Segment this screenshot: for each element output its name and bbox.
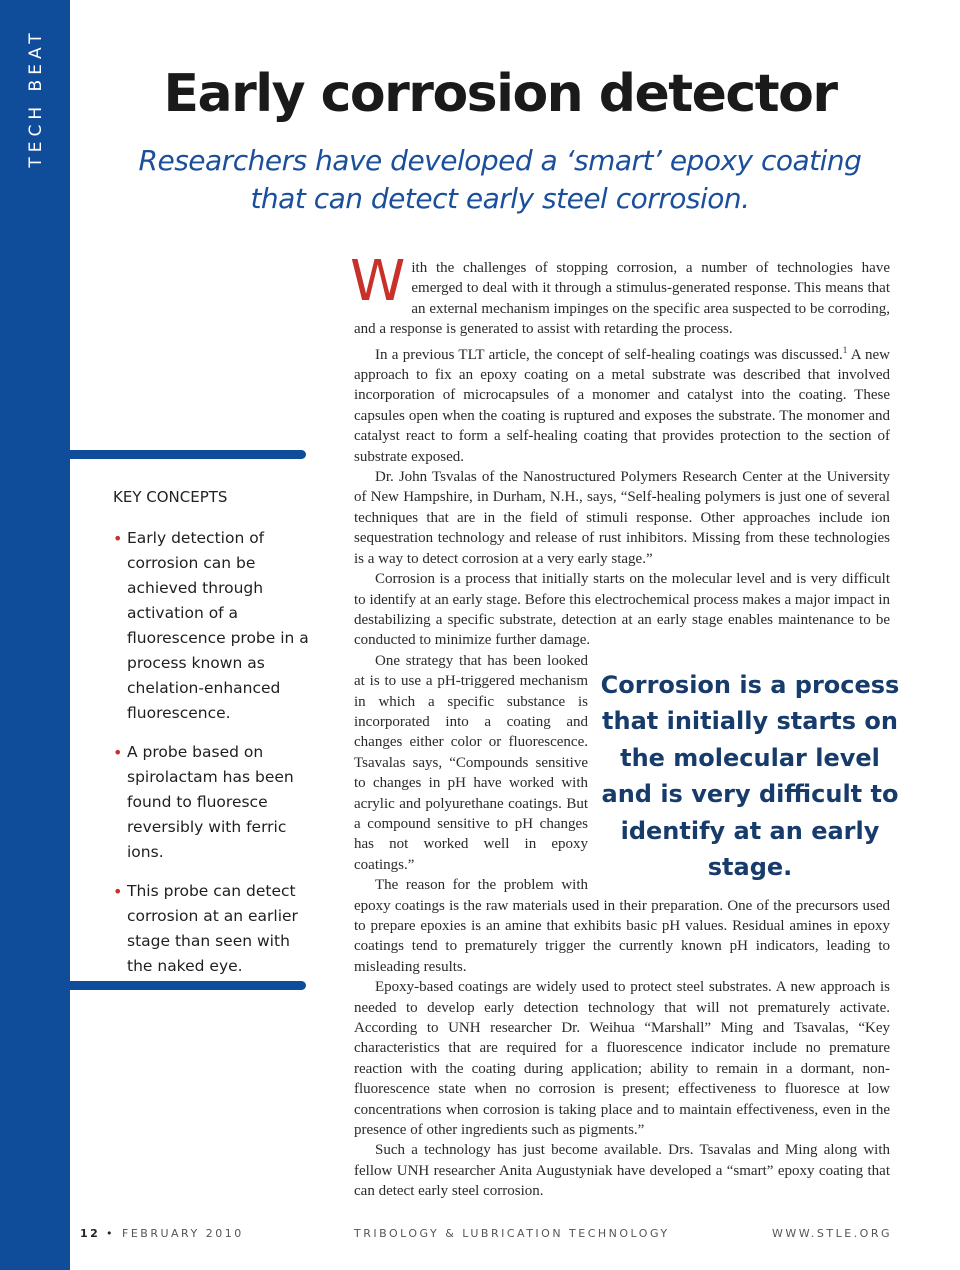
pull-quote: Corrosion is a process that initially starts on the molecular level and is very difficult to identify at an early stage. [600, 670, 900, 882]
bullet-icon: • [113, 529, 123, 548]
issue-date: FEBRUARY 2010 [122, 1227, 244, 1240]
article-paragraph: One strategy that has been looked at is to use a pH-triggered mechanism in which a specific substance is incorporated into a coating and changes either color or fluorescence. Tsavalas says, “Compounds sensitive to changes in pH have worked with acrylic and polyurethane coatings. But a compound sensitive to pH changes has not worked well in epoxy coatings.” [354, 652, 588, 873]
key-concept-item: • A probe based on spirolactam has been found to fluoresce reversibly with ferric ions. [113, 740, 318, 865]
article-paragraph: Corrosion is a process that initially starts on the molecular level and is very difficult to identify at an early stage. Before this electrochemical process makes a major impact in destabilizing a specific substrate, detection at an early stage enables maintenance to be conducted to minimize further damage. [354, 571, 890, 649]
footnote-ref: 1 [842, 344, 848, 355]
article-paragraph: Epoxy-based coatings are widely used to protect steel substrates. A new approach is needed to develop early detection technology that will not prematurely activate. According to UNH researcher Dr. Weihua “Marshall” Ming and Tsavalas, “Key characteristics that are required for a fluorescence indicator include no premature reaction with the coating during application; ability to remain in a dormant, non-fluorescence state when no corrosion is present; effectiveness to fluoresce at low concentrations when corrosion is taking place and to maintain effectiveness, even in the presence of other ingredients such as pigments.” [354, 979, 890, 1139]
key-concept-item: • This probe can detect corrosion at an earlier stage than seen with the naked eye. [113, 879, 318, 979]
footer-separator: • [106, 1227, 115, 1240]
key-concepts-title: KEY CONCEPTS [113, 488, 228, 506]
bullet-icon: • [113, 882, 123, 901]
website-link[interactable]: WWW.STLE.ORG [772, 1227, 892, 1240]
key-concepts-top-rule [70, 450, 306, 459]
article-paragraph: The reason for the problem with epoxy coatings is the raw materials used in their preparation. One of the precursors used to prepare epoxies is an amine that exhibits basic pH values. Residual amines in epoxy coatings tend to prematurely trigger the currently known pH indicators, leading to misleading results. [354, 877, 890, 975]
article-deck: Researchers have developed a ‘smart’ epoxy coating that can detect early steel corrosion. [138, 144, 862, 215]
section-label: TECH BEAT [26, 28, 46, 168]
key-concepts-bottom-rule [70, 981, 306, 990]
article-paragraph: In a previous TLT article, the concept of self-healing coatings was discussed.$^1$ A new approach to fix an epoxy coating on a metal substrate was described that involved incorporation of microcapsules of a monomer and catalyst into the coating. These capsules open when the coating is ruptured and exposes the substrate. The monomer and catalyst react to form a self-healing coating that provides protection to the section of substrate exposed. [354, 344, 890, 465]
key-concepts-box [113, 488, 318, 993]
bullet-icon: • [113, 743, 123, 762]
article-headline: Early corrosion detector [163, 64, 837, 124]
article-body [350, 249, 900, 1202]
article-paragraph: With the challenges of stopping corrosion, a number of technologies have emerged to deal with it through a stimulus-generated response. This means that an external mechanism impinges on the specific area suspected to be corroding, and a response is generated to assist with retarding the process. [350, 249, 890, 338]
publication-name: TRIBOLOGY & LUBRICATION TECHNOLOGY [354, 1227, 670, 1240]
drop-cap: W [350, 249, 406, 314]
section-sidebar-band [0, 0, 70, 1270]
key-concepts-list [113, 526, 318, 979]
key-concept-item: • Early detection of corrosion can be achieved through activation of a fluorescence probe in a process known as chelation-enhanced fluorescence. [113, 526, 318, 726]
article-paragraph: Such a technology has just become available. Drs. Tsavalas and Ming along with fellow UNH researcher Anita Augustyniak have developed a “smart” epoxy coating that can detect early steel corrosion. [354, 1142, 890, 1200]
article-paragraph: Dr. John Tsvalas of the Nanostructured Polymers Research Center at the University of New Hampshire, in Durham, N.H., says, “Self-healing polymers is just one of several techniques that are in the field of stimuli response. Other approaches include ion sequestration technology and release of rust inhibitors. Missing from these technologies is a way to detect corrosion at a very early stage.” [354, 469, 890, 567]
page-number: 12 [80, 1227, 101, 1240]
